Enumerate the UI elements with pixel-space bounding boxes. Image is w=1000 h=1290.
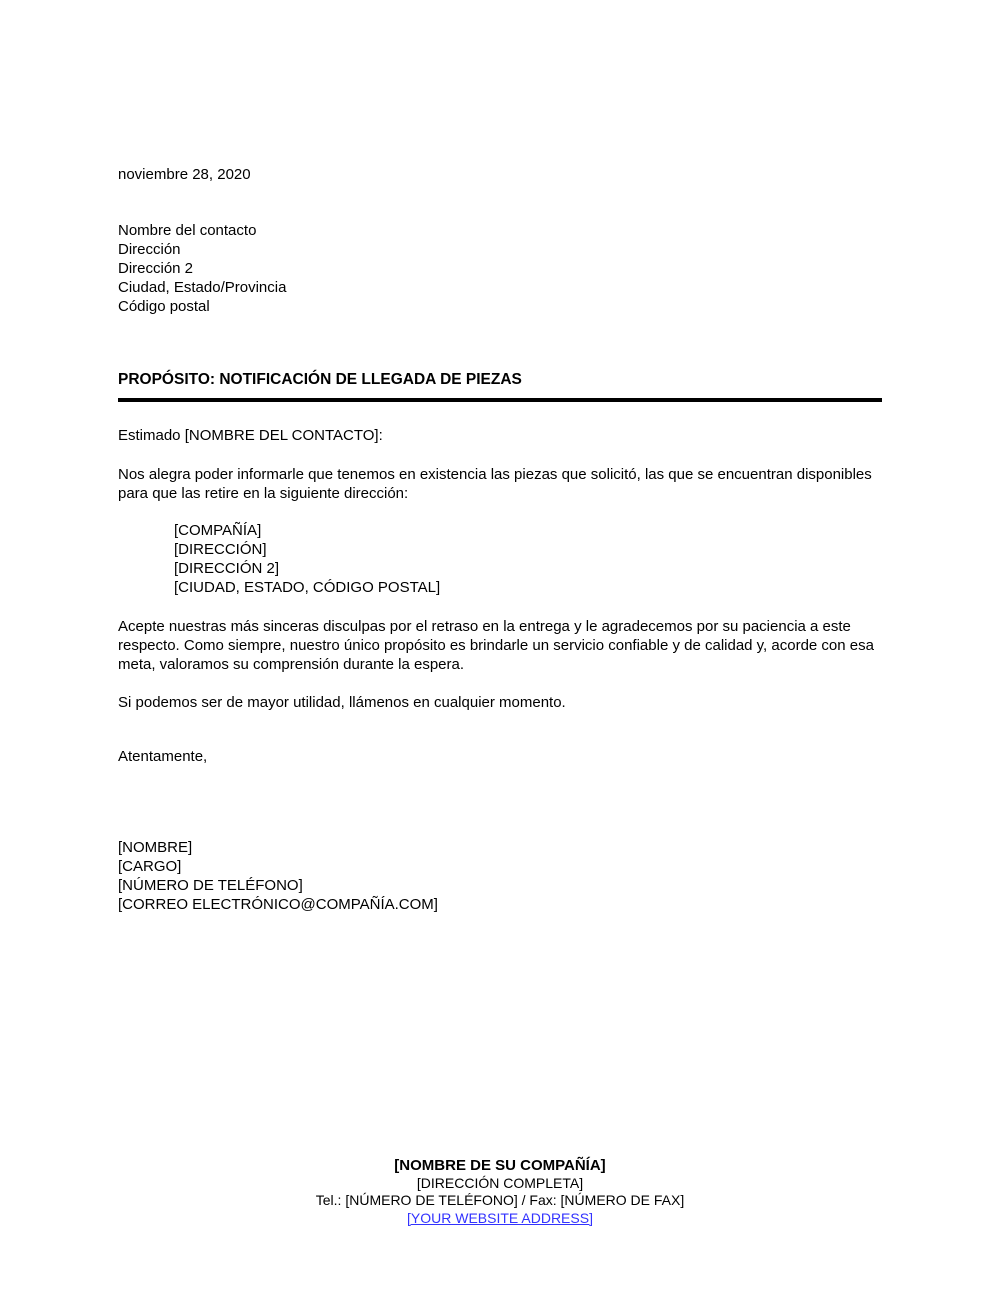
signature-block	[118, 838, 882, 914]
footer-address: [DIRECCIÓN COMPLETA]	[416, 1174, 584, 1191]
closing: Atentamente,	[118, 748, 208, 765]
subject-heading: PROPÓSITO: NOTIFICACIÓN DE LLEGADA DE PIEZAS	[118, 370, 882, 402]
page-footer	[0, 1157, 1000, 1228]
signature-email: [CORREO ELECTRÓNICO@COMPAÑÍA.COM]	[118, 896, 438, 913]
paragraph-availability: Nos alegra poder informarle que tenemos en existencia las piezas que solicitó, las que se encuentran disponibles para que las retire en la siguiente dirección:	[118, 466, 872, 502]
footer-website	[0, 1210, 1000, 1228]
pickup-address-line-1: [DIRECCIÓN]	[174, 541, 267, 558]
recipient-address-block	[118, 221, 882, 316]
website-link[interactable]: [YOUR WEBSITE ADDRESS]	[407, 1210, 593, 1227]
recipient-address-line-1: Dirección	[118, 241, 181, 258]
signature-name: [NOMBRE]	[118, 839, 193, 856]
pickup-city-state-zip: [CIUDAD, ESTADO, CÓDIGO POSTAL]	[174, 579, 441, 596]
recipient-name: Nombre del contacto	[118, 222, 257, 239]
pickup-address-block	[118, 521, 882, 597]
recipient-postal-code: Código postal	[118, 298, 210, 315]
letter-body	[118, 0, 882, 914]
recipient-city-state: Ciudad, Estado/Provincia	[118, 279, 287, 296]
letter-date: noviembre 28, 2020	[118, 166, 251, 183]
footer-company-name: [NOMBRE DE SU COMPAÑÍA]	[394, 1157, 606, 1174]
footer-phone-fax: Tel.: [NÚMERO DE TELÉFONO] / Fax: [NÚMERO DE FAX]	[315, 1192, 685, 1209]
pickup-address-line-2: [DIRECCIÓN 2]	[174, 560, 280, 577]
salutation: Estimado [NOMBRE DEL CONTACTO]:	[118, 427, 383, 444]
recipient-address-line-2: Dirección 2	[118, 260, 194, 277]
pickup-company: [COMPAÑÍA]	[174, 522, 262, 539]
signature-title: [CARGO]	[118, 858, 182, 875]
paragraph-contact: Si podemos ser de mayor utilidad, llámenos en cualquier momento.	[118, 694, 566, 711]
paragraph-apology: Acepte nuestras más sinceras disculpas por el retraso en la entrega y le agradecemos por su paciencia a este respecto. Como siempre, nuestro único propósito es brindarle un servicio confiable y de calidad y, acorde con esa meta, valoramos su comprensión durante la espera.	[118, 618, 874, 673]
signature-phone: [NÚMERO DE TELÉFONO]	[118, 877, 303, 894]
